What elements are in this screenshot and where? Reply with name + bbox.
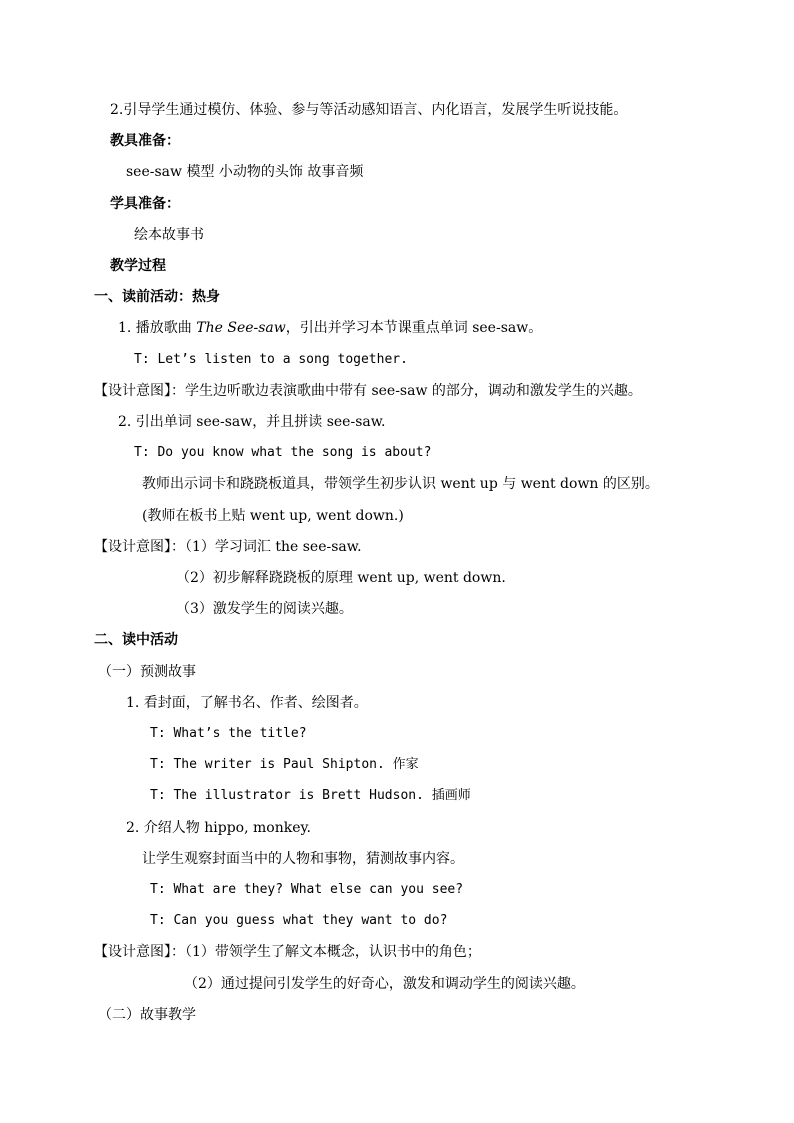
step-1-suffix: ，引出并学习本节课重点单词 see-saw。 — [285, 320, 543, 336]
teacher-line-1: T: Let’s listen to a song together. — [134, 352, 408, 367]
section-1-heading: 一、读前活动：热身 — [94, 289, 220, 305]
step-1-text — [118, 318, 542, 338]
teacher-illustrator-line: T: The illustrator is Brett Hudson. 插画师 — [150, 788, 471, 803]
objective-2-text: 2.引导学生通过模仿、体验、参与等活动感知语言、内化语言，发展学生听说技能。 — [110, 102, 628, 118]
teacher-title-question: T: What’s the title? — [150, 726, 307, 741]
song-title: The See-saw — [196, 320, 286, 336]
step-2-text: 2. 引出单词 see-saw，并且拼读 see-saw. — [118, 414, 386, 430]
teacher-activity-text: 教师出示词卡和跷跷板道具，带领学生初步认识 went up 与 went down 的区别。 — [142, 476, 659, 492]
predict-step-1: 1. 看封面，了解书名、作者、绘图者。 — [126, 695, 368, 711]
teaching-aids-heading: 教具准备： — [110, 133, 180, 149]
teaching-aids-list: see-saw 模型 小动物的头饰 故事音频 — [126, 164, 364, 180]
design-intent-3-item-2: （2）通过提问引发学生的好奇心，激发和调动学生的阅读兴趣。 — [184, 976, 585, 992]
step-1-prefix: 1. 播放歌曲 — [118, 320, 197, 336]
design-intent-2: 【设计意图】：（1）学习词汇 the see-saw. — [94, 539, 362, 555]
design-intent-2-item-2: （2）初步解释跷跷板的原理 went up, went down. — [176, 570, 506, 586]
teacher-guess-question: T: Can you guess what they want to do? — [150, 913, 448, 928]
observe-cover-text: 让学生观察封面当中的人物和事物，猜测故事内容。 — [142, 851, 464, 867]
teacher-what-question: T: What are they? What else can you see? — [150, 882, 464, 897]
board-note-text: (教师在板书上贴 went up, went down.) — [142, 508, 404, 524]
design-intent-3: 【设计意图】：（1）带领学生了解文本概念，认识书中的角色； — [94, 944, 481, 960]
design-intent-2-item-3: （3）激发学生的阅读兴趣。 — [176, 601, 353, 617]
subsection-2-heading: （二）故事教学 — [98, 1007, 196, 1023]
teacher-writer-line: T: The writer is Paul Shipton. 作家 — [150, 757, 419, 772]
section-2-heading: 二、读中活动 — [94, 632, 178, 648]
student-aids-list: 绘本故事书 — [134, 227, 204, 243]
teacher-line-2: T: Do you know what the song is about? — [134, 445, 432, 460]
student-aids-heading: 学具准备： — [110, 196, 180, 212]
subsection-1-heading: （一）预测故事 — [98, 664, 196, 680]
predict-step-2: 2. 介绍人物 hippo, monkey. — [126, 820, 311, 836]
teaching-process-heading: 教学过程 — [110, 258, 166, 274]
design-intent-1: 【设计意图】：学生边听歌边表演歌曲中带有 see-saw 的部分，调动和激发学生的兴趣。 — [94, 383, 642, 399]
